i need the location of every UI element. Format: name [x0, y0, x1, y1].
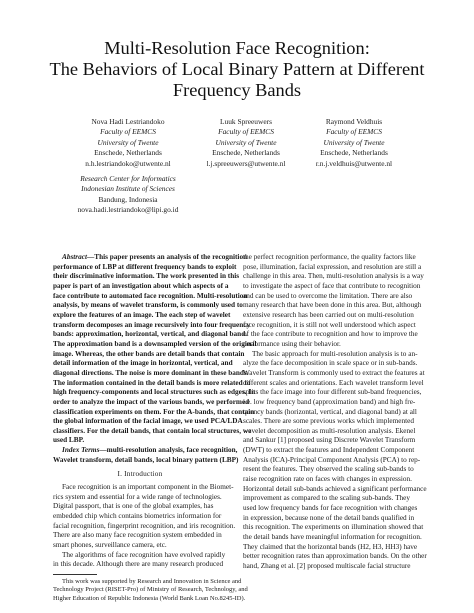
author-city: Enschede, Netherlands: [94, 148, 162, 158]
author-city: Enschede, Netherlands: [320, 148, 388, 158]
body-line: challenge in this area. Then, multi-resolution analysis is a way: [243, 272, 424, 281]
abstract-line: high frequency-components and local structures such as edges. In: [53, 388, 256, 397]
body-line: splits the face image into four different sub-band frequencies,: [243, 388, 422, 397]
body-line: better recognition rates than approximation bands. On the other: [243, 552, 427, 561]
left-column: [53, 253, 257, 603]
body-line: embedded chip which contains biometrics information for: [53, 512, 222, 521]
title-line: Multi-Resolution Face Recognition:: [104, 38, 370, 58]
footnote-line: Technology Project (RISET-Pro) of Ministry of Research, Technology, and: [53, 586, 248, 594]
introduction-text: [53, 483, 236, 570]
body-line: alyze the face decomposition in scale space or in sub-bands.: [243, 359, 418, 368]
abstract-line: paper is part of an investigation about which aspects of a: [53, 281, 229, 290]
body-line: improvement as compared to the scaling sub-bands. They: [243, 494, 410, 503]
body-line: the detail bands have meaningful information for recognition.: [243, 533, 422, 542]
body-line: i.e. low frequency band (approximation band) and high fre-: [243, 397, 416, 406]
body-line: facial recognition, fingerprint recognition, and iris recognition.: [53, 521, 236, 530]
body-line: hand, Zhang et al. [2] proposed multiscale facial structure: [243, 562, 411, 570]
author-university: University of Twente: [215, 137, 277, 147]
abstract-line: the global information of the facial image, we used PCA/LDA: [53, 417, 243, 426]
abstract-line: classification experiments on them. For the A-bands, that contain: [53, 407, 255, 416]
affiliation-city: Bandung, Indonesia: [98, 194, 158, 204]
author-name: Raymond Veldhuis: [325, 117, 383, 126]
body-line: and Sankur [1] proposed using Discrete Wavelet Transform: [243, 436, 416, 445]
abstract: [53, 253, 257, 465]
author-name: Luuk Spreeuwers: [220, 117, 272, 126]
index-terms-line: Index Terms—multi-resolution analysis, face recognition,: [62, 446, 238, 455]
title-line: Frequency Bands: [172, 80, 302, 100]
body-line: Wavelet Transform is commonly used to extract the features at: [243, 368, 425, 377]
abstract-line: diagonal directions. The noise is more dominant in these bands.: [53, 368, 249, 377]
abstract-line: image. Whereas, the other bands are detail bands that contain: [53, 349, 245, 358]
body-line: resent the features. They observed the scaling sub-bands to: [243, 465, 414, 474]
title-line: The Behaviors of Local Binary Pattern at Different: [49, 59, 425, 79]
body-line: The basic approach for multi-resolution analysis is to an-: [252, 349, 418, 358]
author-block: [58, 117, 198, 169]
body-line: face recognition, it is still not well understood which aspect: [243, 320, 416, 329]
abstract-line: analysis, by means of wavelet transform, is commonly used to: [53, 301, 243, 310]
abstract-line: order to analyze the impact of the various bands, we performed: [53, 397, 250, 406]
author-university: University of Twente: [97, 137, 159, 147]
abstract-lead: Abstract: [62, 253, 87, 261]
abstract-line: The information contained in the detail bands is more related to: [53, 378, 251, 387]
abstract-line: bands: approximation, horizontal, vertical, and diagonal band.: [53, 330, 248, 339]
index-terms-line: Wavelet transform, detail bands, local binary pattern (LBP): [53, 455, 239, 464]
body-line: and can be used to overcome the limitation. There are also: [243, 291, 413, 300]
author-email: n.h.lestriandoko@utwente.nl: [85, 158, 171, 168]
abstract-line: detail information of the image in horizontal, vertical, and: [53, 359, 233, 368]
footnote-rule: [53, 574, 97, 575]
abstract-line: their discriminative information. The work presented in this: [53, 272, 240, 281]
paper-title: [20, 38, 454, 101]
author-university: University of Twente: [323, 137, 385, 147]
abstract-line: used LBP.: [53, 436, 85, 445]
body-line: Horizontal detail sub-bands achieved a significant performance: [243, 484, 427, 493]
abstract-line: explore the features of an image. The each step of wavelet: [53, 310, 231, 319]
footnote: [53, 578, 248, 603]
body-line: Face recognition is an important component in the Biomet-: [62, 483, 234, 492]
body-line: to investigate the aspect of face that contribute to recognition: [243, 281, 421, 290]
abstract-line: performance of LBP at different frequency bands to exploit: [53, 262, 237, 271]
body-line: this recognition. The experiments on illumination showed that: [243, 523, 424, 532]
affiliation-center: Research Center for Informatics: [80, 174, 176, 183]
body-line: the perfect recognition performance, the quality factors like: [243, 253, 416, 261]
footnote-line: This work was supported by Research and Innovation in Science and: [62, 578, 242, 585]
section-heading: I. Introduction: [117, 470, 163, 479]
body-line: in expression, because none of the detail bands qualified in: [243, 513, 415, 522]
author-faculty: Faculty of EEMCS: [218, 127, 274, 137]
body-line: in this decade. Although there are many research produced: [53, 560, 224, 569]
author-email: r.n.j.veldhuis@utwente.nl: [315, 158, 393, 168]
body-line: pose, illumination, facial expression, and resolution are still a: [243, 262, 422, 271]
author-name: Nova Hadi Lestriandoko: [91, 117, 165, 126]
author-block: [186, 117, 306, 169]
abstract-line: The approximation band is a downsampled version of the original: [53, 339, 257, 348]
body-line: There are also many face recognition system embedded in: [53, 531, 222, 540]
abstract-line: Abstract—This paper presents an analysis of the recognition: [62, 253, 248, 261]
author-email: l.j.spreeuwers@utwente.nl: [206, 158, 286, 168]
author-faculty: Faculty of EEMCS: [100, 127, 156, 137]
body-line: rics system and essential for a wide range of technologies.: [53, 492, 222, 501]
body-line: extensive research has been carried out on multi-resolution: [243, 310, 414, 319]
body-line: Analysis (ICA)-Principal Component Analysis (PCA) to rep-: [243, 455, 421, 464]
index-terms-lead: Index Terms: [62, 446, 100, 455]
body-line: used low frequency bands for face recognition with changes: [243, 504, 418, 513]
body-line: raise recognition rate on faces with changes in expression.: [243, 475, 412, 484]
body-line: Digital passport, that is one of the global examples, has: [53, 502, 214, 511]
affiliation-institute: Indonesian Institute of Sciences: [81, 184, 175, 194]
body-line: The algorithms of face recognition have evolved rapidly: [62, 550, 226, 559]
body-line: different scales and orientations. Each wavelet transform level: [243, 378, 424, 387]
second-affiliation: [58, 174, 198, 216]
body-line: (DWT) to extract the features and Independent Component: [243, 446, 415, 455]
body-line: quency bands (horizontal, vertical, and diagonal band) at all: [243, 407, 417, 416]
footnote-line: Higher Education of Republic Indonesia (World Bank Loan No.8245-ID).: [53, 594, 246, 602]
body-line: smart phones, surveillance camera, etc.: [53, 541, 167, 550]
body-line: performance using their behavior.: [243, 339, 341, 348]
author-faculty: Faculty of EEMCS: [326, 127, 382, 137]
abstract-line: classifiers. For the detail bands, that contain local structures, we: [53, 426, 252, 435]
body-line: They claimed that the horizontal bands (H2, H3, HH3) have: [243, 542, 418, 551]
body-line: scales. There are some previous works which implemented: [243, 417, 414, 426]
abstract-line: transform decomposes an image recursively into four frequency: [53, 320, 251, 329]
author-block: [292, 117, 416, 169]
author-city: Enschede, Netherlands: [212, 148, 280, 158]
right-column: [243, 253, 427, 572]
body-line: many research that have been done in this area. But, although: [243, 301, 422, 310]
affiliation-email: nova.hadi.lestriandoko@lipi.go.id: [77, 205, 179, 215]
body-line: of the face contribute to recognition and how to improve the: [243, 330, 418, 339]
body-line: wavelet decomposition as multi-resolution analysis. Ekenel: [243, 426, 416, 435]
abstract-line: face contribute to automated face recognition. Multi-resolution: [53, 291, 248, 300]
